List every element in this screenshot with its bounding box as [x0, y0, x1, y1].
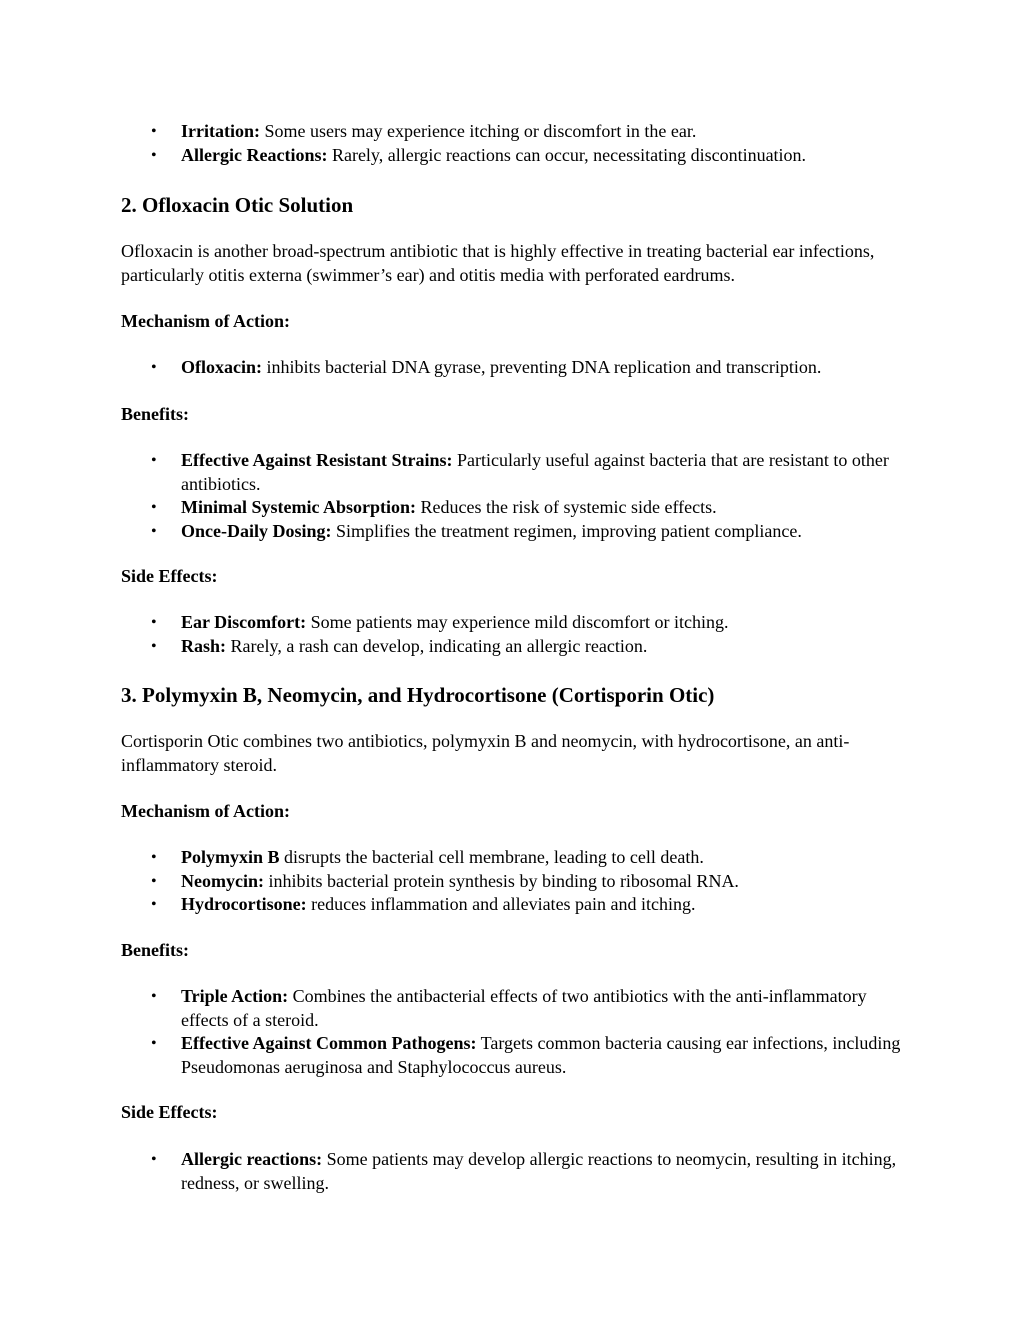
item-term: Ofloxacin: — [181, 357, 262, 377]
item-text: inhibits bacterial protein synthesis by binding to ribosomal RNA. — [263, 870, 739, 891]
item-text: disrupts the bacterial cell membrane, leading to cell death. — [279, 847, 704, 867]
side-effects-heading: Side Effects: — [121, 566, 218, 586]
item-term: Effective Against Resistant Strains: — [181, 450, 453, 470]
item-term: Hydrocortisone: — [181, 894, 307, 914]
mechanism-of-action-heading: Mechanism of Action: — [121, 311, 290, 331]
bullet-icon: • — [151, 849, 157, 866]
list-item — [121, 1148, 911, 1195]
item-term: Once-Daily Dosing: — [181, 520, 332, 541]
bullet-icon: • — [151, 1151, 157, 1168]
item-text: reduces inflammation and alleviates pain and itching. — [306, 894, 696, 914]
item-term: Ear Discomfort: — [181, 612, 307, 632]
section-heading-cortisporin: 3. Polymyxin B, Neomycin, and Hydrocortisone (Cortisporin Otic) — [121, 683, 715, 707]
ofloxacin-mechanism-list — [121, 356, 911, 380]
bullet-icon: • — [151, 499, 157, 516]
item-term: Triple Action: — [181, 986, 289, 1006]
list-item — [121, 356, 911, 380]
bullet-icon: • — [151, 359, 157, 376]
list-item — [121, 635, 911, 659]
list-item — [121, 893, 911, 917]
list-item — [121, 611, 911, 635]
mechanism-of-action-heading: Mechanism of Action: — [121, 801, 290, 821]
bullet-icon: • — [151, 1035, 157, 1052]
item-text: Some patients may develop allergic reactions to neomycin, resulting in itching, redness, or swelling. — [181, 1149, 897, 1193]
section-heading-ofloxacin: 2. Ofloxacin Otic Solution — [121, 193, 354, 217]
cortisporin-intro-paragraph: Cortisporin Otic combines two antibiotics, polymyxin B and neomycin, with hydrocortisone, an anti-inflammatory steroid. — [121, 731, 850, 775]
bullet-icon: • — [151, 522, 157, 540]
bullet-icon: • — [151, 146, 157, 164]
item-text: Combines the antibacterial effects of two antibiotics with the anti-inflammatory effects of a steroid. — [181, 986, 867, 1030]
list-item — [121, 846, 911, 870]
ofloxacin-side-effects-list — [121, 611, 911, 658]
benefits-heading: Benefits: — [121, 940, 189, 960]
bullet-icon: • — [151, 452, 157, 469]
item-text: Reduces the risk of systemic side effects. — [416, 497, 717, 517]
benefits-heading: Benefits: — [121, 404, 189, 424]
irritation-side-effects-list — [121, 120, 911, 167]
item-text: Rarely, a rash can develop, indicating an allergic reaction. — [226, 635, 648, 656]
bullet-icon: • — [151, 872, 157, 890]
list-item — [121, 449, 911, 496]
item-text: Particularly useful against bacteria that are resistant to other antibiotics. — [181, 450, 889, 494]
item-term: Neomycin: — [181, 870, 264, 891]
list-item — [121, 120, 911, 144]
item-text: Simplifies the treatment regimen, improving patient compliance. — [331, 520, 802, 541]
list-item — [121, 870, 911, 894]
ofloxacin-intro-paragraph: Ofloxacin is another broad-spectrum antibiotic that is highly effective in treating bacterial ear infections, particularly otitis externa (swimmer’s ear) and otitis media with perforated eardrums. — [121, 241, 875, 285]
item-term: Polymyxin B — [181, 847, 280, 867]
list-item — [121, 520, 911, 544]
bullet-icon: • — [151, 637, 157, 655]
list-item — [121, 985, 911, 1032]
item-term: Allergic reactions: — [181, 1149, 323, 1169]
item-term: Rash: — [181, 635, 227, 656]
item-text: Targets common bacteria causing ear infections, including Pseudomonas aeruginosa and Staphylococcus aureus. — [181, 1033, 901, 1077]
bullet-icon: • — [151, 988, 157, 1005]
item-term: Irritation: — [181, 121, 260, 141]
item-text: Some patients may experience mild discomfort or itching. — [306, 612, 729, 632]
list-item — [121, 1032, 911, 1079]
list-item — [121, 144, 911, 168]
bullet-icon: • — [151, 123, 157, 140]
side-effects-heading: Side Effects: — [121, 1102, 218, 1122]
item-text: Some users may experience itching or discomfort in the ear. — [259, 121, 697, 141]
cortisporin-mechanism-list — [121, 846, 911, 917]
item-term: Allergic Reactions: — [181, 144, 328, 165]
ofloxacin-benefits-list — [121, 449, 911, 543]
item-text: Rarely, allergic reactions can occur, necessitating discontinuation. — [327, 144, 807, 165]
item-text: inhibits bacterial DNA gyrase, preventing DNA replication and transcription. — [262, 357, 822, 377]
cortisporin-benefits-list — [121, 985, 911, 1079]
list-item — [121, 496, 911, 520]
bullet-icon: • — [151, 614, 157, 631]
cortisporin-side-effects-list — [121, 1148, 911, 1195]
bullet-icon: • — [151, 896, 157, 913]
item-term: Effective Against Common Pathogens: — [181, 1033, 477, 1053]
item-term: Minimal Systemic Absorption: — [181, 497, 417, 517]
